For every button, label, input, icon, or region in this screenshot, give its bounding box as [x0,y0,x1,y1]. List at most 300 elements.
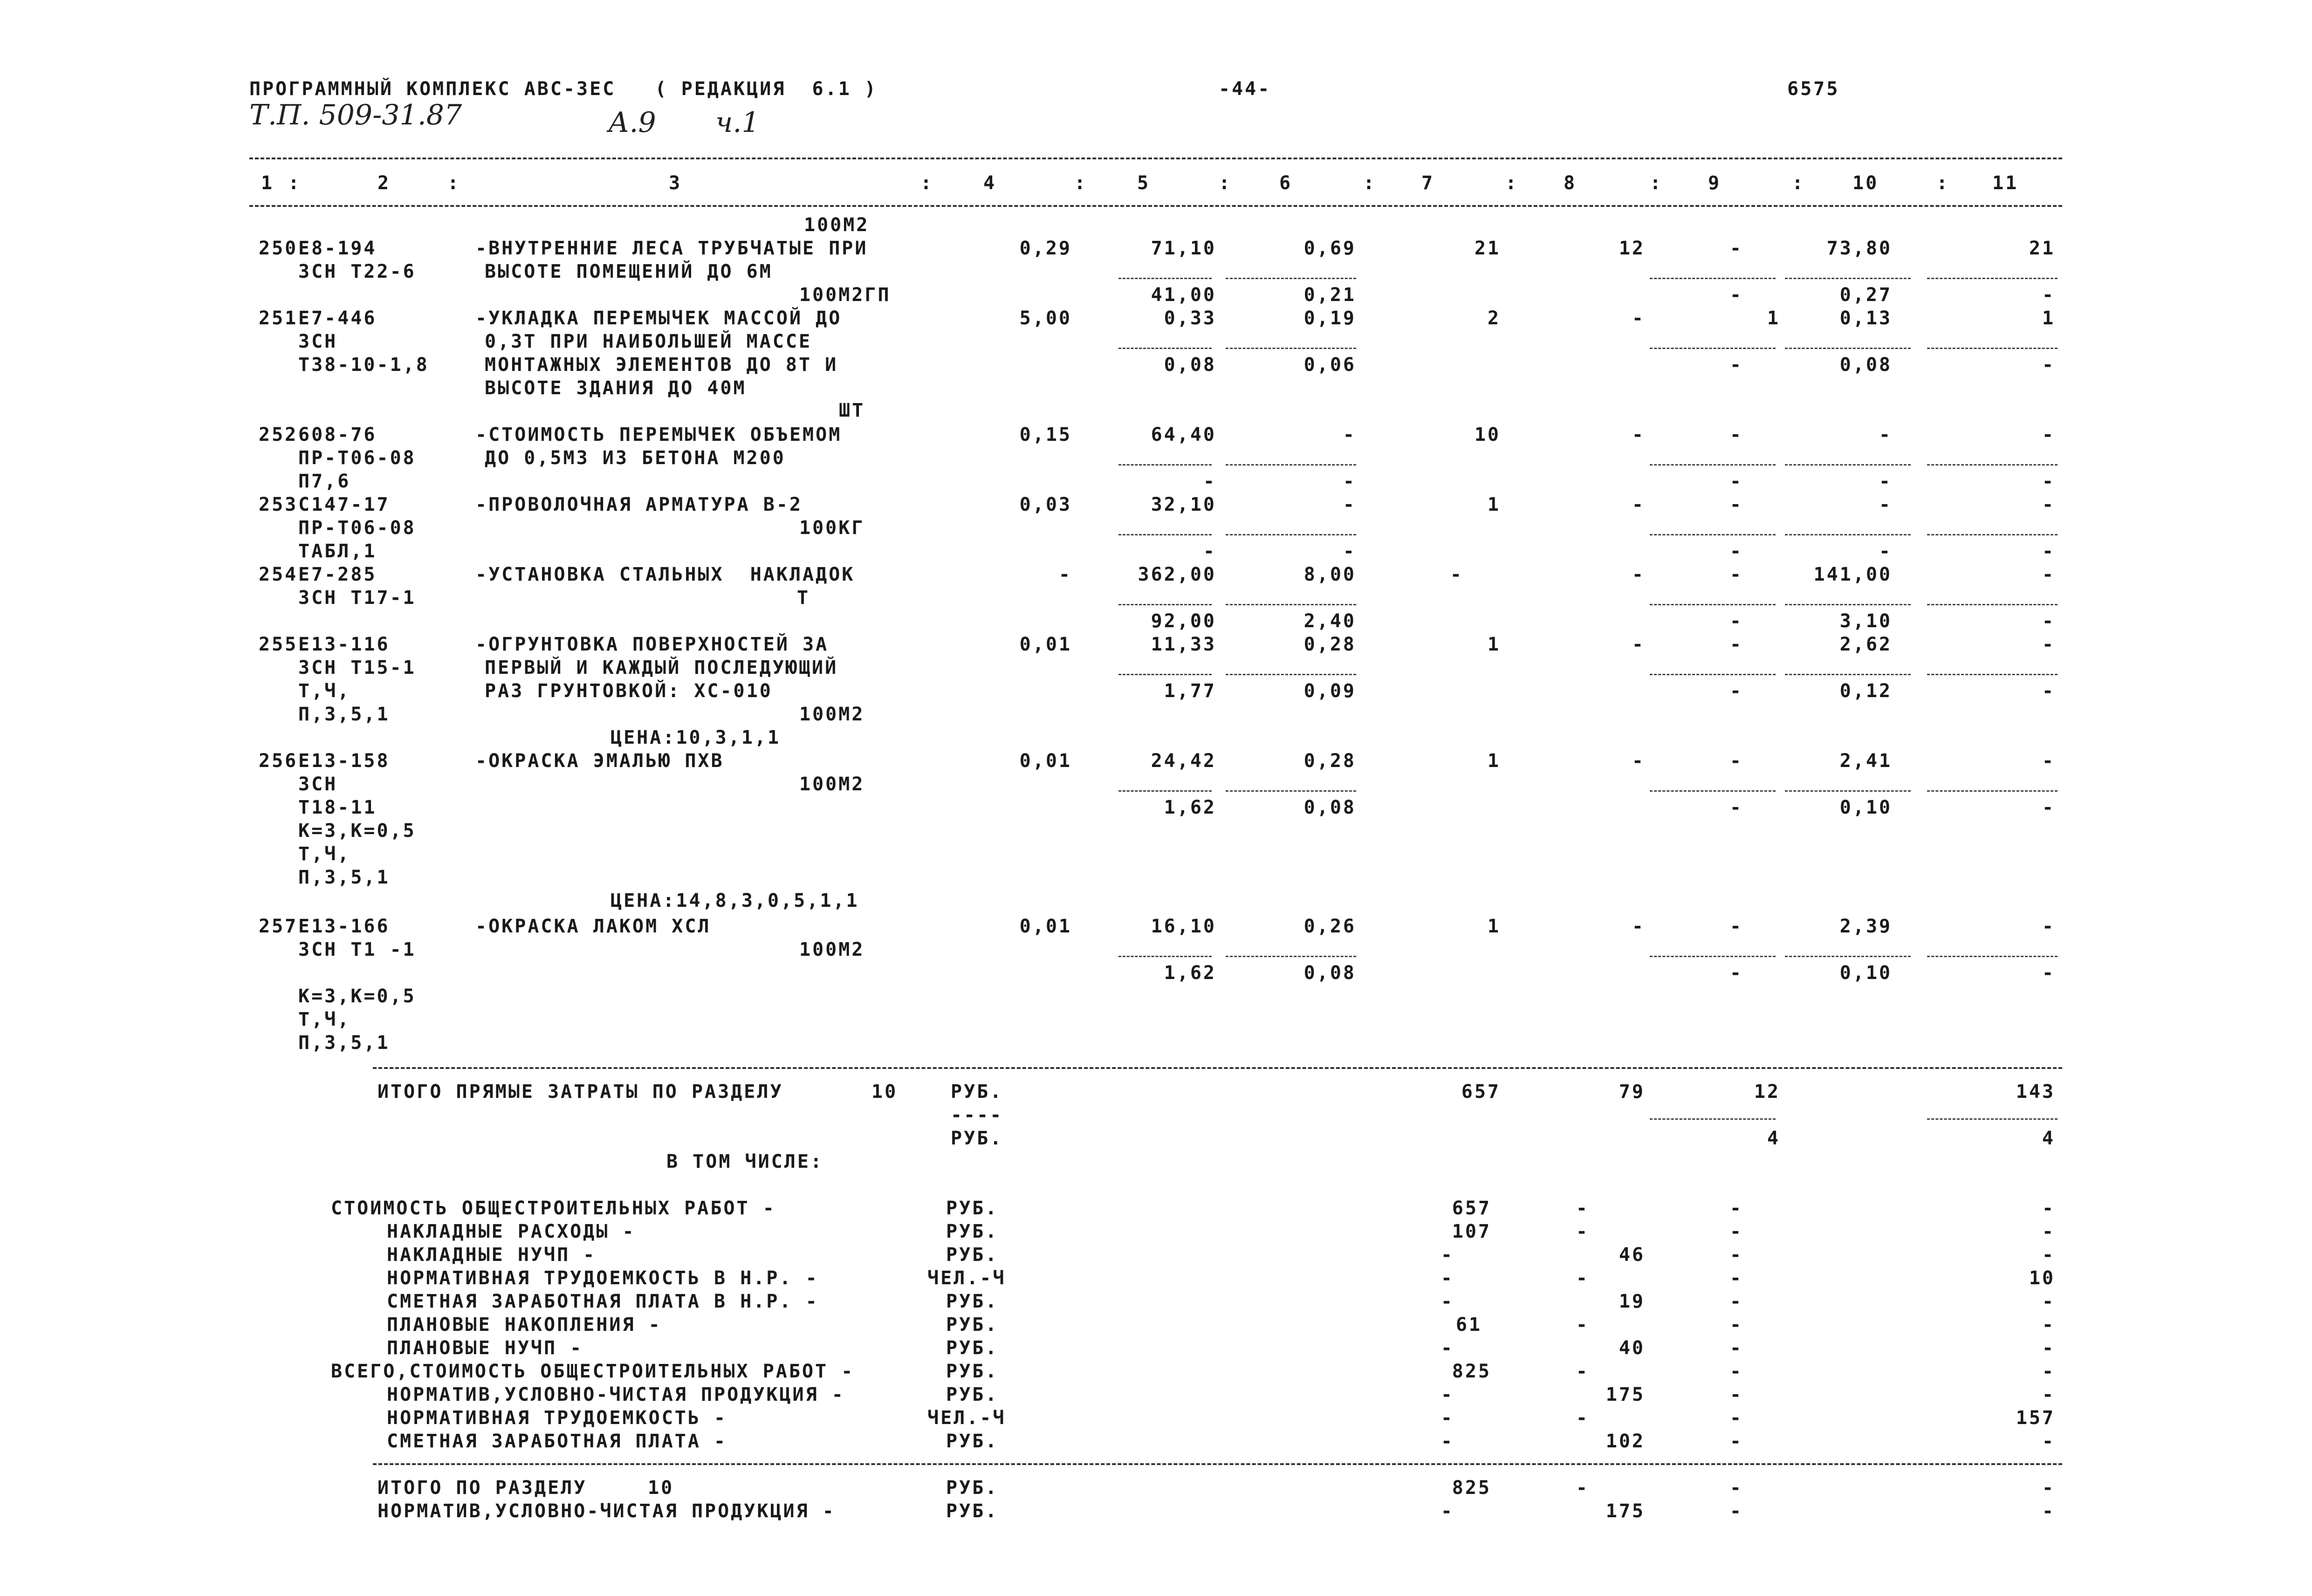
breakdown-col8: - [1576,1198,1589,1219]
cell-col10: - [1879,424,1892,445]
cell-col5: 11,33 [1151,634,1216,655]
entry-code-ref: П,3,5,1 [298,704,390,725]
cell-col9-sub: - [1729,610,1743,632]
handwritten-album: А.9 [608,106,656,139]
subtotal-rule [1118,534,1212,535]
final-label: ИТОГО ПО РАЗДЕЛУ [377,1477,587,1499]
cell-col9: - [1729,238,1743,259]
cell-col9-sub: - [1729,284,1743,306]
final-totals-rule [373,1463,2062,1465]
cell-col11: - [2042,916,2055,937]
subtotal-rule [1118,278,1212,279]
cell-col8: - [1632,424,1645,445]
breakdown-col11: 157 [2016,1407,2055,1429]
cell-col10-sub: - [1879,541,1892,562]
entry-code-ref: 3СН Т17-1 [298,587,416,609]
breakdown-unit: ЧЕЛ.-Ч [927,1407,1006,1429]
entry-code-ref: 3СН Т22-6 [298,261,416,282]
totals-col9-sub: 4 [1767,1128,1780,1149]
entry-unit: 100КГ [799,517,865,539]
breakdown-col11: - [2042,1337,2055,1359]
subtotal-rule [1927,278,2058,279]
cell-col10-sub: 0,10 [1839,962,1892,984]
final-col8: 175 [1605,1500,1645,1522]
entry-number: 251 [259,308,298,329]
cell-col10-sub: 0,27 [1839,284,1892,306]
entry-number: 257 [259,916,298,937]
entry-code-ref: 3СН [298,331,338,352]
subtotal-rule [1650,464,1776,466]
entry-price-note: ЦЕНА:10,3,1,1 [611,727,781,748]
breakdown-unit: РУБ. [946,1244,999,1266]
col-sep: : [288,172,302,194]
subtotal-rule [1785,464,1911,466]
entry-description: -СТОИМОСТЬ ПЕРЕМЫЧЕК ОБЪЕМОМ [475,424,842,445]
cell-col9: 1 [1767,308,1780,329]
unit-label: 100М2 [804,214,870,236]
cell-col10-sub: 0,08 [1839,354,1892,376]
cell-col10: 2,39 [1839,916,1892,937]
cell-col4: 5,00 [1019,308,1072,329]
col-sep: : [1074,172,1088,194]
breakdown-col9: - [1729,1337,1743,1359]
cell-col11: - [2042,564,2055,585]
breakdown-col11: - [2042,1291,2055,1312]
subtotal-rule [1226,534,1356,535]
col-header-2: 2 [377,172,391,194]
col-header-11: 11 [1992,172,2019,194]
cell-col6: - [1343,494,1356,515]
cell-col11-sub: - [2042,354,2055,376]
entry-code: Е7-446 [298,308,377,329]
cell-col11-sub: - [2042,471,2055,492]
cell-col6: - [1343,424,1356,445]
entry-code-ref: Т,Ч, [298,1009,351,1030]
breakdown-col9: - [1729,1361,1743,1382]
entry-code-ref: Т,Ч, [298,843,351,865]
breakdown-col8: - [1576,1314,1589,1336]
entry-number: 250 [259,238,298,259]
cell-col11: 1 [2042,308,2055,329]
entry-description: -ВНУТРЕННИЕ ЛЕСА ТРУБЧАТЫЕ ПРИ [475,238,868,259]
breakdown-col11: - [2042,1221,2055,1242]
cell-col5-sub: 92,00 [1151,610,1216,632]
col-sep: : [1792,172,1805,194]
subtotal-rule [1927,464,2058,466]
cell-col6-sub: 0,08 [1304,797,1356,818]
entry-code: Е8-194 [298,238,377,259]
cell-col5-sub: 1,62 [1164,962,1216,984]
cell-col6: 0,26 [1304,916,1356,937]
breakdown-col9: - [1729,1314,1743,1336]
breakdown-label: НОРМАТИВНАЯ ТРУДОЕМКОСТЬ В Н.Р. - [387,1267,819,1289]
cell-col8: - [1632,564,1645,585]
cell-col11: 21 [2029,238,2055,259]
col-sep: : [1650,172,1663,194]
breakdown-col7: - [1441,1407,1454,1429]
entry-description: ПЕРВЫЙ И КАЖДЫЙ ПОСЛЕДУЮЩИЙ [485,657,838,678]
cell-col9: - [1729,564,1743,585]
cell-col11-sub: - [2042,797,2055,818]
cell-col8: - [1632,308,1645,329]
subtotal-rule [1118,956,1212,957]
entry-description: -УКЛАДКА ПЕРЕМЫЧЕК МАССОЙ ДО [475,308,842,329]
cell-col5: 64,40 [1151,424,1216,445]
totals-top-rule [373,1067,2062,1069]
cell-col8: - [1632,916,1645,937]
cell-col9: - [1729,750,1743,772]
final-col7: - [1441,1500,1454,1522]
subtotal-rule [1785,790,1911,792]
cell-col8: - [1632,494,1645,515]
entry-number: 252 [259,424,298,445]
cell-col11: - [2042,424,2055,445]
subtotal-rule [1927,534,2058,535]
col-header-4: 4 [983,172,997,194]
entry-number: 255 [259,634,298,655]
entry-unit: 100М2 [799,704,865,725]
entry-code-ref: ПР-Т06-08 [298,517,416,539]
subtotal-rule [1650,278,1776,279]
breakdown-unit: РУБ. [946,1198,999,1219]
breakdown-unit: РУБ. [946,1314,999,1336]
breakdown-col7: - [1441,1384,1454,1405]
cell-col8: 12 [1619,238,1645,259]
breakdown-unit: РУБ. [946,1361,999,1382]
cell-col5-sub: 1,62 [1164,797,1216,818]
final-unit: РУБ. [946,1477,999,1499]
col-header-8: 8 [1564,172,1577,194]
program-title: ПРОГРАММНЫЙ КОМПЛЕКС АВС-3ЕС ( РЕДАКЦИЯ 6.1 ) [249,78,878,100]
breakdown-unit: ЧЕЛ.-Ч [927,1267,1006,1289]
entry-unit: 100М2ГП [799,284,891,306]
entry-code: Е13-158 [298,750,390,772]
entry-unit: 100М2 [799,774,865,795]
cell-col6: 0,28 [1304,634,1356,655]
cell-col9: - [1729,634,1743,655]
breakdown-col7: 825 [1452,1361,1491,1382]
cell-col10-sub: 0,12 [1839,680,1892,702]
col-header-7: 7 [1421,172,1435,194]
breakdown-col9: - [1729,1384,1743,1405]
breakdown-col11: - [2042,1314,2055,1336]
subtotal-rule [1785,956,1911,957]
col-header-6: 6 [1279,172,1293,194]
final-col9: - [1729,1477,1743,1499]
col-header-10: 10 [1852,172,1879,194]
cell-col7: - [1450,564,1463,585]
col-header-3: 3 [669,172,682,194]
cell-col11-sub: - [2042,962,2055,984]
cell-col10-sub: 0,10 [1839,797,1892,818]
entry-code: Е7-285 [298,564,377,585]
entry-code-ref: 3СН Т1 -1 [298,939,416,960]
breakdown-col11: - [2042,1198,2055,1219]
cell-col5: 32,10 [1151,494,1216,515]
subtotal-rule [1650,348,1776,349]
entry-code: Е13-116 [298,634,390,655]
subtotal-rule [1927,674,2058,675]
handwritten-project: Т.П. 509-31.87 [249,99,462,131]
cell-col11-sub: - [2042,610,2055,632]
subtotal-rule [1118,348,1212,349]
subtotal-rule [1226,674,1356,675]
cell-col7: 1 [1487,916,1501,937]
entry-unit: Т [797,587,810,609]
cell-col9-sub: - [1729,680,1743,702]
entry-description: ВЫСОТЕ ЗДАНИЯ ДО 40М [485,377,747,399]
breakdown-col7: 107 [1452,1221,1491,1242]
breakdown-col7: - [1441,1267,1454,1289]
cell-col11: - [2042,494,2055,515]
totals-col8: 79 [1619,1081,1645,1103]
totals-col11-sub: 4 [2042,1128,2055,1149]
cell-col9: - [1729,916,1743,937]
cell-col6-sub: 0,08 [1304,962,1356,984]
entry-description: МОНТАЖНЫХ ЭЛЕМЕНТОВ ДО 8Т И [485,354,838,376]
totals-label: ИТОГО ПРЯМЫЕ ЗАТРАТЫ ПО РАЗДЕЛУ [377,1081,783,1103]
breakdown-col9: - [1729,1244,1743,1266]
col-sep: : [1936,172,1950,194]
breakdown-label: СМЕТНАЯ ЗАРАБОТНАЯ ПЛАТА В Н.Р. - [387,1291,819,1312]
cell-col6-sub: - [1343,471,1356,492]
breakdown-unit: РУБ. [946,1221,999,1242]
entry-description: ДО 0,5М3 ИЗ БЕТОНА М200 [485,447,786,469]
cell-col4: 0,01 [1019,634,1072,655]
entry-code-ref: ТАБЛ,1 [298,541,377,562]
totals-unit-2: РУБ. [951,1128,1003,1149]
cell-col6-sub: 2,40 [1304,610,1356,632]
entry-code-ref: Т18-11 [298,797,377,818]
breakdown-col11: - [2042,1431,2055,1452]
entry-code-ref: 3СН [298,774,338,795]
entry-description: РАЗ ГРУНТОВКОЙ: ХС-010 [485,680,773,702]
subtotal-rule [1226,790,1356,792]
breakdown-col7: - [1441,1244,1454,1266]
cell-col11: - [2042,750,2055,772]
cell-col10: 0,13 [1839,308,1892,329]
col-header-9: 9 [1708,172,1722,194]
subtotal-rule [1785,348,1911,349]
cell-col4: 0,03 [1019,494,1072,515]
cell-col5: 16,10 [1151,916,1216,937]
subtotal-rule [1118,464,1212,466]
col-sep: : [447,172,461,194]
breakdown-col8: - [1576,1361,1589,1382]
cell-col8: - [1632,750,1645,772]
subtotal-rule [1927,790,2058,792]
cell-col10-sub: - [1879,471,1892,492]
breakdown-col11: - [2042,1244,2055,1266]
cell-col9-sub: - [1729,962,1743,984]
cell-col6: 0,28 [1304,750,1356,772]
subtotal-rule [1226,278,1356,279]
cell-col7: 1 [1487,634,1501,655]
entry-number: 254 [259,564,298,585]
cell-col10-sub: 3,10 [1839,610,1892,632]
breakdown-unit: РУБ. [946,1337,999,1359]
entry-description: 0,3Т ПРИ НАИБОЛЬШЕЙ МАССЕ [485,331,812,352]
subtotal-rule [1118,790,1212,792]
entry-code-ref: П,3,5,1 [298,867,390,888]
entry-code: С147-17 [298,494,390,515]
final-col8: - [1576,1477,1589,1499]
cell-col9-sub: - [1729,354,1743,376]
totals-unit-dash: ---- [951,1104,1003,1126]
cell-col4: 0,29 [1019,238,1072,259]
entry-code-ref: Т38-10-1,8 [298,354,429,376]
subtotal-rule [1927,956,2058,957]
breakdown-col9: - [1729,1267,1743,1289]
cell-col9-sub: - [1729,797,1743,818]
cell-col4: 0,01 [1019,750,1072,772]
subtotal-rule [1226,956,1356,957]
cell-col10: 2,41 [1839,750,1892,772]
cell-col7: 1 [1487,750,1501,772]
cell-col8: - [1632,634,1645,655]
breakdown-label: СТОИМОСТЬ ОБЩЕСТРОИТЕЛЬНЫХ РАБОТ - [331,1198,776,1219]
breakdown-col8: 102 [1605,1431,1645,1452]
entry-number: 253 [259,494,298,515]
cell-col6: 0,69 [1304,238,1356,259]
cell-col5-sub: 41,00 [1151,284,1216,306]
subtotal-rule [1650,956,1776,957]
entry-unit: 100М2 [799,939,865,960]
totals-col11: 143 [2016,1081,2055,1103]
breakdown-col8: 46 [1619,1244,1645,1266]
subtotal-rule [1785,604,1911,605]
cell-col5: 0,33 [1164,308,1216,329]
entry-description: ВЫСОТЕ ПОМЕЩЕНИЙ ДО 6М [485,261,773,282]
breakdown-col9: - [1729,1221,1743,1242]
breakdown-label: ПЛАНОВЫЕ НУЧП - [387,1337,583,1359]
cell-col6-sub: 0,21 [1304,284,1356,306]
entry-unit: ШТ [839,400,865,421]
cell-col6-sub: - [1343,541,1356,562]
entry-description: -ОГРУНТОВКА ПОВЕРХНОСТЕЙ ЗА [475,634,829,655]
cell-col9: - [1729,494,1743,515]
entry-code-ref: П7,6 [298,471,351,492]
cell-col5: 71,10 [1151,238,1216,259]
entry-code: Е13-166 [298,916,390,937]
entry-code-ref: ПР-Т06-08 [298,447,416,469]
header-bottom-rule [249,205,2062,207]
including-heading: В ТОМ ЧИСЛЕ: [666,1151,823,1172]
cell-col5-sub: - [1203,471,1216,492]
subtotal-rule [1785,534,1911,535]
subtotal-rule [1927,348,2058,349]
cell-col5-sub: - [1203,541,1216,562]
breakdown-col8: 40 [1619,1337,1645,1359]
subtotal-rule [1785,278,1911,279]
final-col9: - [1729,1500,1743,1522]
breakdown-label: ВСЕГО,СТОИМОСТЬ ОБЩЕСТРОИТЕЛЬНЫХ РАБОТ - [331,1361,855,1382]
breakdown-col11: 10 [2029,1267,2055,1289]
subtotal-rule [1118,674,1212,675]
entry-code-ref: П,3,5,1 [298,1032,390,1054]
cell-col7: 21 [1474,238,1501,259]
entry-code: 608-76 [298,424,377,445]
cell-col11: - [2042,634,2055,655]
cell-col11-sub: - [2042,541,2055,562]
subtotal-rule [1650,1118,1776,1120]
col-header-5: 5 [1137,172,1151,194]
breakdown-label: НАКЛАДНЫЕ РАСХОДЫ - [387,1221,636,1242]
subtotal-rule [1118,604,1212,605]
breakdown-label: ПЛАНОВЫЕ НАКОПЛЕНИЯ - [387,1314,662,1336]
breakdown-col9: - [1729,1198,1743,1219]
entry-description: -ОКРАСКА ЛАКОМ ХСЛ [475,916,711,937]
cell-col4: 0,15 [1019,424,1072,445]
cell-col10: 2,62 [1839,634,1892,655]
entry-number: 256 [259,750,298,772]
breakdown-col9: - [1729,1407,1743,1429]
cell-col6-sub: 0,09 [1304,680,1356,702]
cell-col11-sub: - [2042,680,2055,702]
breakdown-col7: - [1441,1431,1454,1452]
cell-col4: 0,01 [1019,916,1072,937]
breakdown-col9: - [1729,1431,1743,1452]
subtotal-rule [1226,348,1356,349]
cell-col9: - [1729,424,1743,445]
breakdown-col8: - [1576,1221,1589,1242]
handwritten-part: ч.1 [715,106,760,139]
cell-col6: 8,00 [1304,564,1356,585]
entry-code-ref: Т,Ч, [298,680,351,702]
cell-col5: 24,42 [1151,750,1216,772]
subtotal-rule [1650,790,1776,792]
totals-section: 10 [871,1081,898,1103]
totals-unit: РУБ. [951,1081,1003,1103]
totals-col7: 657 [1461,1081,1501,1103]
final-unit: РУБ. [946,1500,999,1522]
breakdown-col7: 657 [1452,1198,1491,1219]
final-section: 10 [648,1477,674,1499]
breakdown-col9: - [1729,1291,1743,1312]
subtotal-rule [1927,1118,2058,1120]
totals-col9: 12 [1754,1081,1780,1103]
breakdown-col8: - [1576,1407,1589,1429]
breakdown-label: СМЕТНАЯ ЗАРАБОТНАЯ ПЛАТА - [387,1431,727,1452]
cell-col11-sub: - [2042,284,2055,306]
cell-col7: 2 [1487,308,1501,329]
breakdown-unit: РУБ. [946,1431,999,1452]
cell-col9-sub: - [1729,541,1743,562]
cell-col7: 10 [1474,424,1501,445]
page-number: -44- [1219,78,1271,100]
cell-col5-sub: 0,08 [1164,354,1216,376]
breakdown-label: НОРМАТИВНАЯ ТРУДОЕМКОСТЬ - [387,1407,727,1429]
final-col11: - [2042,1477,2055,1499]
subtotal-rule [1226,604,1356,605]
breakdown-col7: 61 [1455,1314,1482,1336]
entry-description: -УСТАНОВКА СТАЛЬНЫХ НАКЛАДОК [475,564,855,585]
cell-col6-sub: 0,06 [1304,354,1356,376]
cell-col7: 1 [1487,494,1501,515]
breakdown-col11: - [2042,1384,2055,1405]
subtotal-rule [1785,674,1911,675]
col-sep: : [1505,172,1519,194]
cell-col10: 73,80 [1826,238,1892,259]
subtotal-rule [1226,464,1356,466]
breakdown-col11: - [2042,1361,2055,1382]
col-header-1: 1 [261,172,274,194]
breakdown-col8: 19 [1619,1291,1645,1312]
breakdown-unit: РУБ. [946,1291,999,1312]
final-label: НОРМАТИВ,УСЛОВНО-ЧИСТАЯ ПРОДУКЦИЯ - [377,1500,836,1522]
breakdown-label: НАКЛАДНЫЕ НУЧП - [387,1244,597,1266]
cell-col5: 362,00 [1138,564,1216,585]
